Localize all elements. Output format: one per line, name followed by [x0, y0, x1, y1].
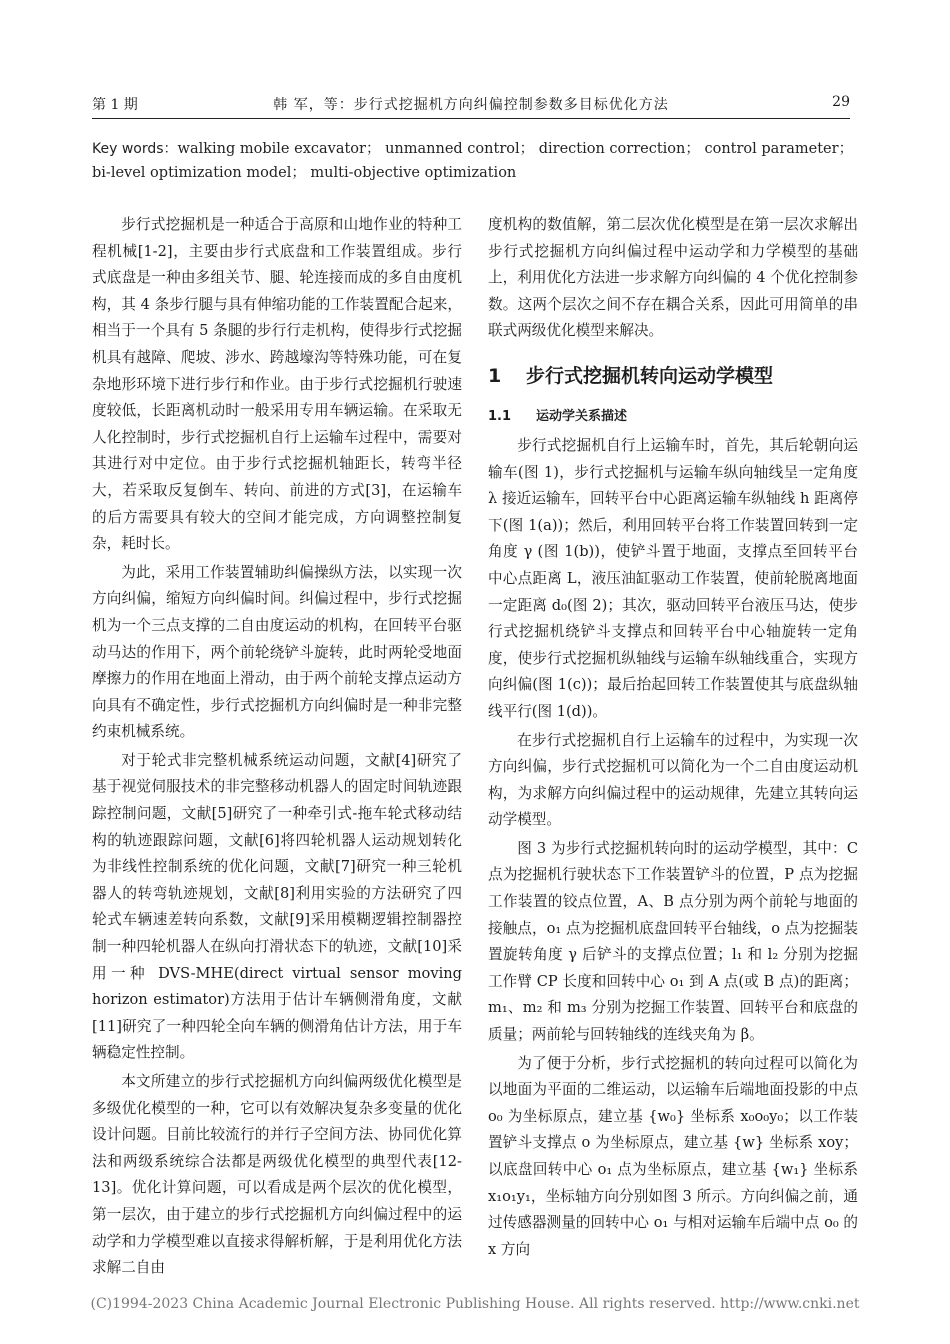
body-paragraph: 对于轮式非完整机械系统运动问题，文献[4]研究了基于视觉伺服技术的非完整移动机器人的固定时间轨迹跟踪控制问题，文献[5]研究了一种牵引式-拖车轮式移动结构的轨迹跟踪问题，文献[6]将四轮机器人运动规划转化为非线性控制系统的优化问题，文献[7]研究一种三轮机器人的转弯轨迹规划，文献[8]利用实验的方法研究了四轮式车辆速差转向系数，文献[9]采用模糊逻辑控制器控制一种四轮机器人在纵向打滑状态下的轨迹，文献[10]采用一种 DVS-MHE(direct virtual sensor moving horizon estimator)方法用于估计车辆侧滑角度，文献[11]研究了一种四轮全向车辆的侧滑角估计方法，用于车辆稳定性控制。 — [92, 751, 462, 1062]
keywords-label: Key words： — [92, 141, 178, 157]
copyright-footer: (C)1994-2023 China Academic Journal Electronic Publishing House. All rights reserved. http://www.cnki.net — [90, 1296, 860, 1312]
body-paragraph: 在步行式挖掘机自行上运输车的过程中，为实现一次方向纠偏，步行式挖掘机可以简化为一个二自由度运动机构，为求解方向纠偏过程中的运动规律，先建立其转向运动学模型。 — [488, 731, 858, 829]
running-title: 韩 军，等：步行式挖掘机方向纠偏控制参数多目标优化方法 — [273, 97, 669, 113]
keywords-block — [92, 137, 858, 185]
subsection-number: 1.1 — [488, 408, 512, 424]
running-header — [92, 92, 850, 119]
section-number: 1 — [488, 364, 502, 387]
page-number: 29 — [832, 94, 850, 110]
right-column — [488, 212, 858, 1265]
section-title: 步行式挖掘机转向运动学模型 — [526, 364, 774, 387]
body-paragraph: 步行式挖掘机是一种适合于高原和山地作业的特种工程机械[1-2]，主要由步行式底盘和工作装置组成。步行式底盘是一种由多组关节、腿、轮连接而成的多自由度机构，其 4 条步行腿与具有伸缩功能的工作装置配合起来，相当于一个具有 5 条腿的步行行走机构，使得步行式挖掘机具有越障、爬坡、涉水、跨越壕沟等特殊功能，可在复杂地形环境下进行步行和作业。由于步行式挖掘机行驶速度较低，长距离机动时一般采用专用车辆运输。在采取无人化控制时，步行式挖掘机自行上运输车过程中，需要对其进行对中定位。由于步行式挖掘机轴距长，转弯半径大，若采取反复倒车、转向、前进的方式[3]，在运输车的后方需要具有较大的空间才能完成，方向调整控制复杂，耗时长。 — [92, 216, 462, 553]
section-heading — [488, 361, 858, 391]
subsection-heading — [488, 405, 858, 429]
left-column — [92, 212, 462, 1284]
subsection-title: 运动学关系描述 — [536, 408, 628, 424]
keywords-text: walking mobile excavator； unmanned control； direction correction； control parameter； bi-level optimization model； multi-objective optimization — [92, 141, 854, 181]
body-paragraph: 步行式挖掘机自行上运输车时，首先，其后轮朝向运输车(图 1)，步行式挖掘机与运输车纵向轴线呈一定角度 λ 接近运输车，回转平台中心距离运输车纵轴线 h 距离停下(图 1(a))；然后，利用回转平台将工作装置回转到一定角度 γ (图 1(b))，使铲斗置于地面，支撑点至回转平台中心点距离 L，液压油缸驱动工作装置，使前轮脱离地面一定距离 d₀(图 2)；其次，驱动回转平台液压马达，使步行式挖掘机绕铲斗支撑点和回转平台中心轴旋转一定角度，使步行式挖掘机纵轴线与运输车纵轴线重合，实现方向纠偏(图 1(c))；最后抬起回转工作装置使其与底盘纵轴线平行(图 1(d))。 — [488, 436, 858, 720]
body-paragraph-continued: 度机构的数值解，第二层次优化模型是在第一层次求解出步行式挖掘机方向纠偏过程中运动学和力学模型的基础上，利用优化方法进一步求解方向纠偏的 4 个优化控制参数。这两个层次之间不存在耦合关系，因此可用简单的串联式两级优化模型来解决。 — [488, 216, 858, 340]
body-paragraph: 图 3 为步行式挖掘机转向时的运动学模型，其中：C 点为挖掘机行驶状态下工作装置铲斗的位置，P 点为挖掘工作装置的铰点位置，A、B 点分别为两个前轮与地面的接触点，o₁ 点为挖掘机底盘回转平台轴线，o 点为挖掘装置旋转角度 γ 后铲斗的支撑点位置；l₁ 和 l₂ 分别为挖掘工作臂 CP 长度和回转中心 o₁ 到 A 点(或 B 点)的距离；m₁、m₂ 和 m₃ 分别为挖掘工作装置、回转平台和底盘的质量；两前轮与回转轴线的连线夹角为 β。 — [488, 839, 858, 1044]
issue-label: 第 1 期 — [92, 97, 138, 113]
body-paragraph: 为了便于分析，步行式挖掘机的转向过程可以简化为以地面为平面的二维运动，以运输车后端地面投影的中点 o₀ 为坐标原点，建立基 {w₀} 坐标系 x₀o₀y₀；以工作装置铲斗支撑点 o 为坐标原点，建立基 {w} 坐标系 xoy；以底盘回转中心 o₁ 点为坐标原点，建立基 {w₁} 坐标系 x₁o₁y₁，坐标轴方向分别如图 3 所示。方向纠偏之前，通过传感器测量的回转中心 o₁ 与相对运输车后端中点 o₀ 的 x 方向 — [488, 1054, 858, 1258]
body-paragraph: 本文所建立的步行式挖掘机方向纠偏两级优化模型是多级优化模型的一种，它可以有效解决复杂多变量的优化设计问题。目前比较流行的并行子空间方法、协同优化算法和两级系统综合法都是两级优化模型的典型代表[12-13]。优化计算问题，可以看成是两个层次的优化模型，第一层次，由于建立的步行式挖掘机方向纠偏过程中的运动学和力学模型难以直接求得解析解，于是利用优化方法求解二自由 — [92, 1073, 462, 1277]
body-paragraph: 为此，采用工作装置辅助纠偏操纵方法，以实现一次方向纠偏，缩短方向纠偏时间。纠偏过程中，步行式挖掘机为一个三点支撑的二自由度运动的机构，在回转平台驱动马达的作用下，两个前轮绕铲斗旋转，此时两轮受地面摩擦力的作用在地面上滑动，由于两个前轮支撑点运动方向具有不确定性，步行式挖掘机方向纠偏时是一种非完整约束机械系统。 — [92, 563, 462, 741]
